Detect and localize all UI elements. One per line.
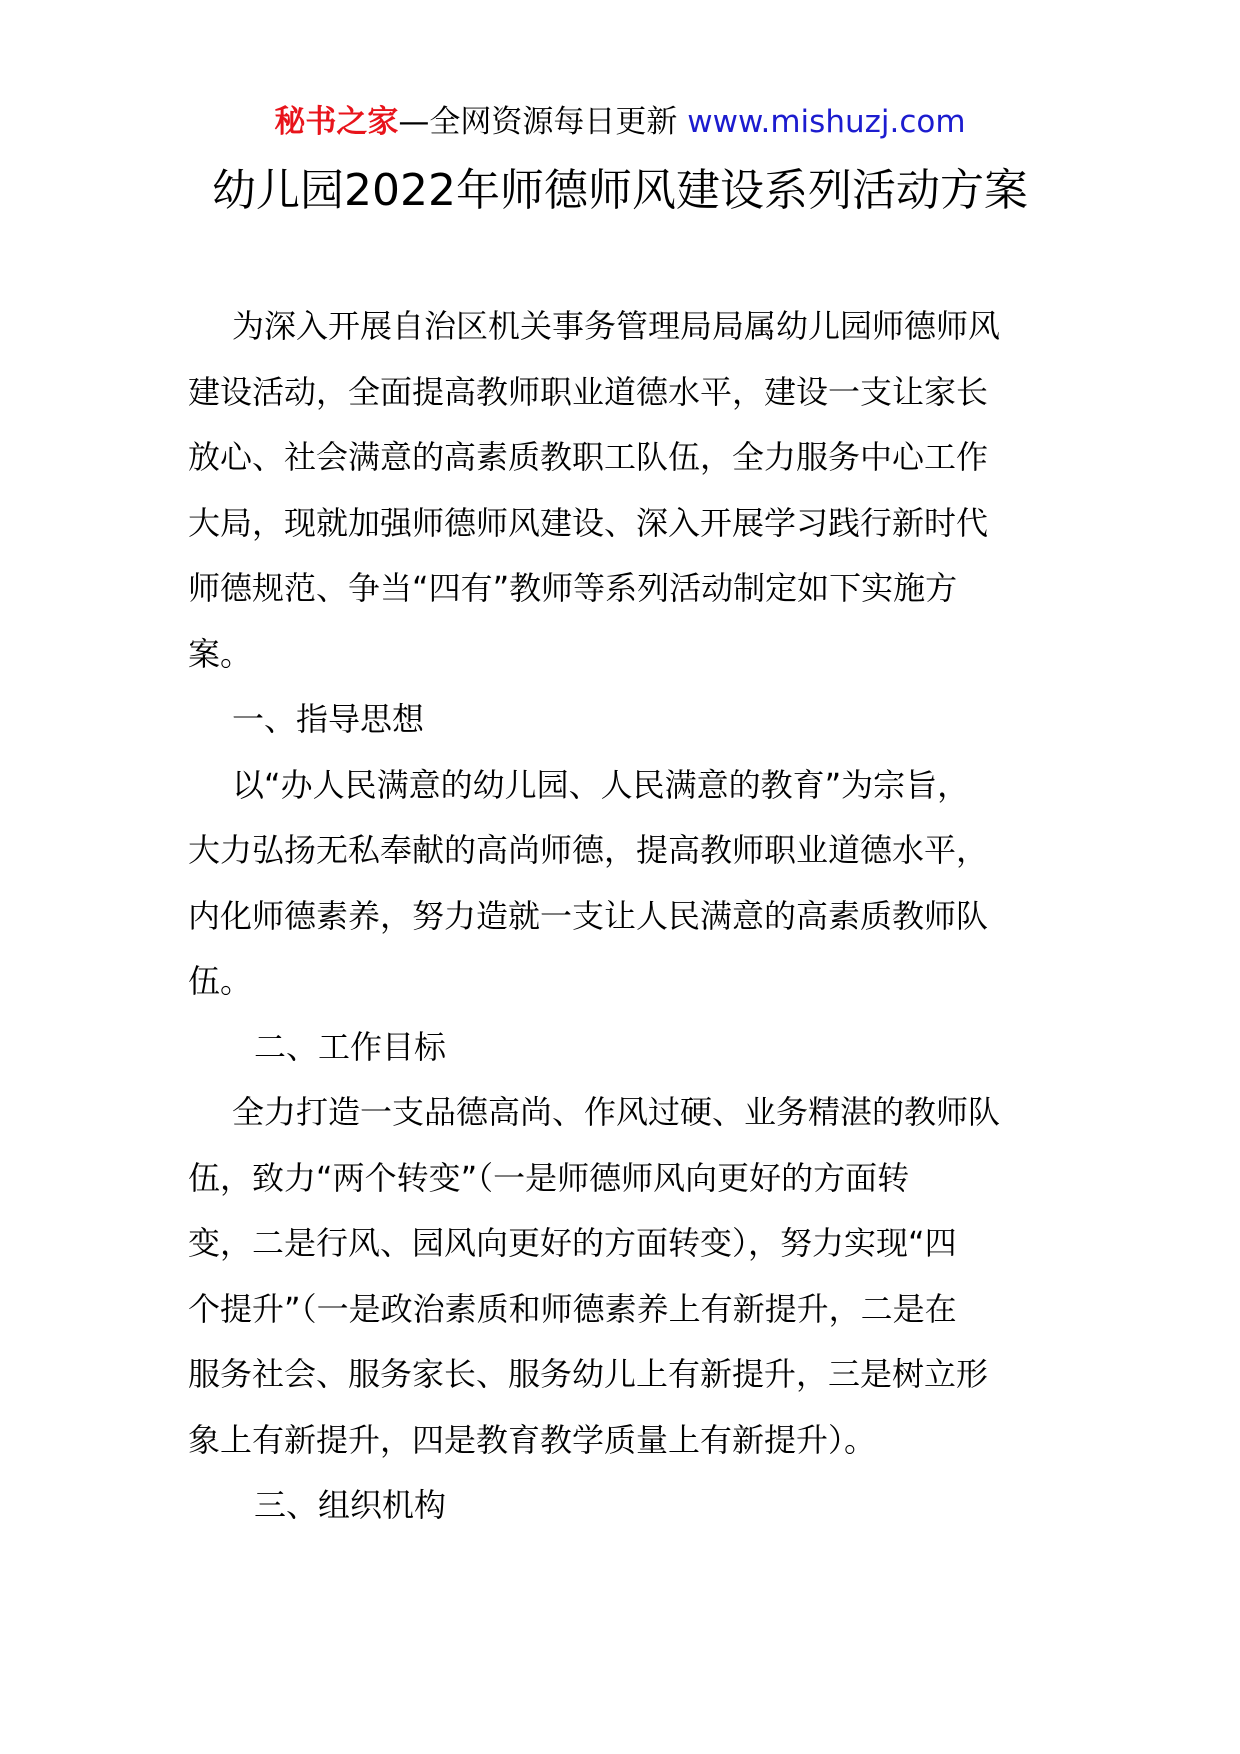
document-title: 幼儿园2022年师德师风建设系列活动方案 xyxy=(212,165,1028,216)
guiding-ideology-paragraph xyxy=(188,753,1028,1015)
paragraph-line: 内化师德素养，努力造就一支让人民满意的高素质教师队 xyxy=(188,896,989,935)
site-header xyxy=(0,100,1240,144)
section-heading: 一、指导思想 xyxy=(232,700,425,738)
paragraph-line: 伍，致力“两个转变”（一是师德师风向更好的方面转 xyxy=(188,1158,910,1197)
document-body xyxy=(188,294,1028,1539)
work-goals-paragraph xyxy=(188,1080,1028,1473)
section-heading-organization xyxy=(188,1473,1028,1539)
paragraph-line: 为深入开展自治区机关事务管理局局属幼儿园师德师风 xyxy=(232,307,1001,345)
paragraph-line: 放心、社会满意的高素质教职工队伍，全力服务中心工作 xyxy=(188,438,989,476)
paragraph-line: 师德规范、争当“四有”教师等系列活动制定如下实施方 xyxy=(188,569,958,607)
brand-name: 秘书之家 xyxy=(274,104,399,140)
section-heading-work-goals xyxy=(188,1015,1028,1081)
paragraph-line: 象上有新提升，四是教育教学质量上有新提升）。 xyxy=(188,1420,877,1459)
paragraph-line: 案。 xyxy=(188,634,253,673)
intro-paragraph xyxy=(188,294,1028,687)
paragraph-line: 变，二是行风、园风向更好的方面转变），努力实现“四 xyxy=(188,1224,957,1262)
paragraph-line: 全力打造一支品德高尚、作风过硬、业务精湛的教师队 xyxy=(232,1093,1001,1131)
paragraph-line: 伍。 xyxy=(188,962,253,1000)
section-heading: 二、工作目标 xyxy=(254,1027,447,1066)
paragraph-line: 个提升”（一是政治素质和师德素养上有新提升，二是在 xyxy=(188,1289,957,1328)
paragraph-line: 大局，现就加强师德师风建设、深入开展学习践行新时代 xyxy=(188,503,989,542)
header-tagline: —全网资源每日更新 xyxy=(398,104,688,140)
section-heading: 三、组织机构 xyxy=(254,1486,447,1524)
paragraph-line: 大力弘扬无私奉献的高尚师德，提高教师职业道德水平， xyxy=(188,831,989,869)
paragraph-line: 建设活动，全面提高教师职业道德水平，建设一支让家长 xyxy=(188,372,989,411)
site-url-link[interactable]: www.mishuzj.com xyxy=(687,104,966,140)
paragraph-line: 以“办人民满意的幼儿园、人民满意的教育”为宗旨， xyxy=(232,765,970,804)
section-heading-guiding-ideology xyxy=(188,687,1028,753)
paragraph-line: 服务社会、服务家长、服务幼儿上有新提升，三是树立形 xyxy=(188,1355,989,1393)
